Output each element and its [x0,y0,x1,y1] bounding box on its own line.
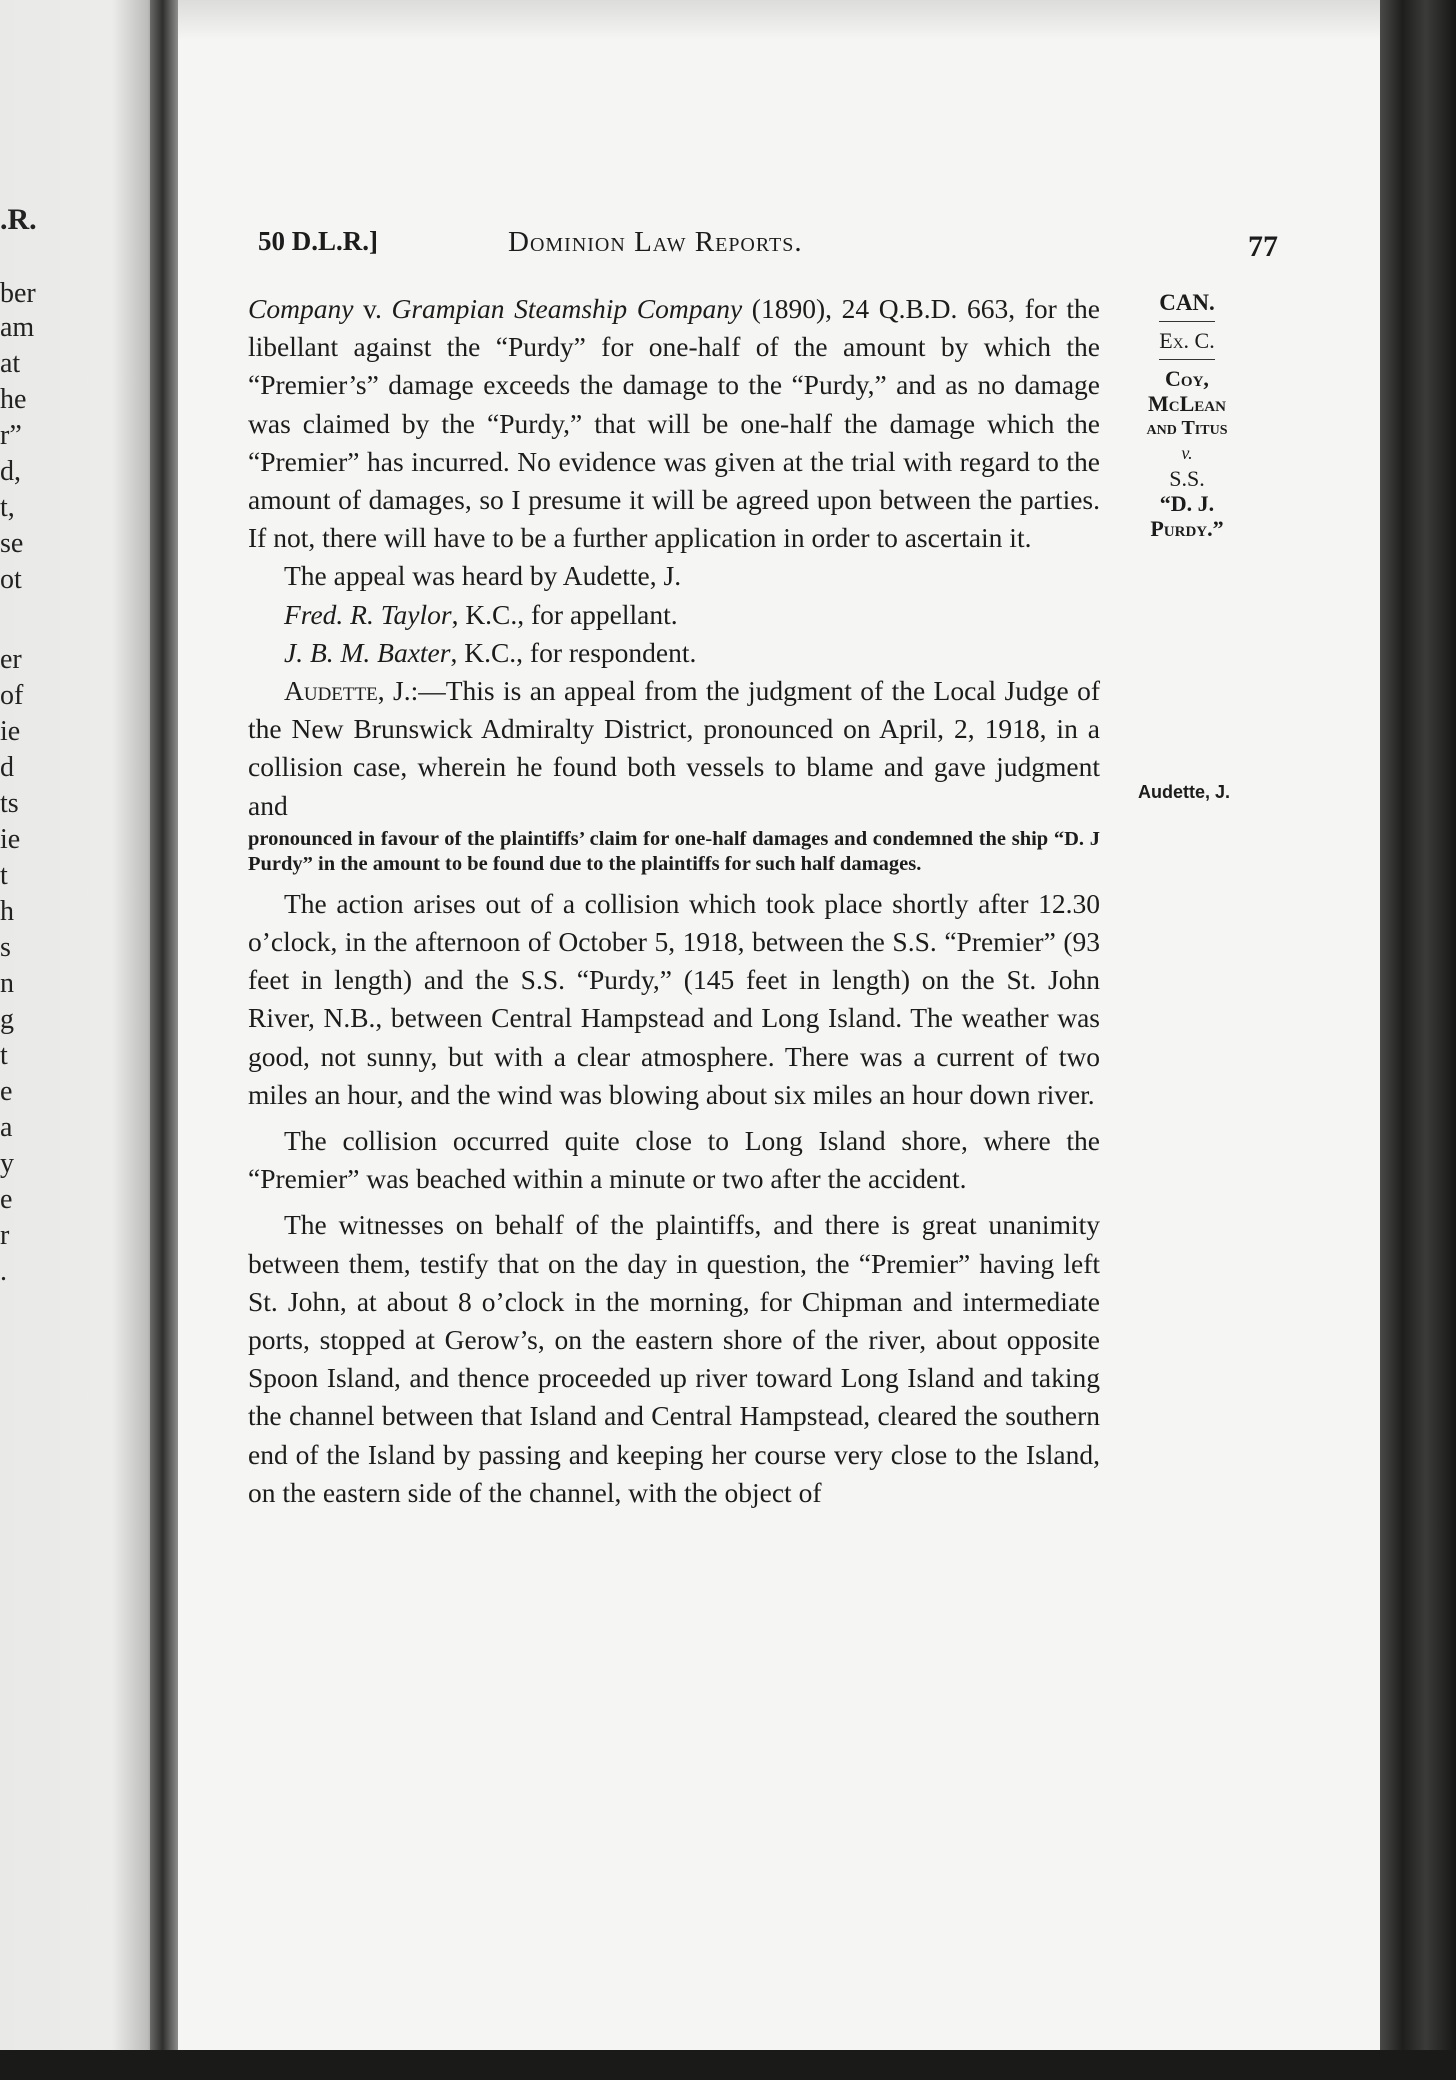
left-facing-page [0,0,160,2080]
left-page-fragment: ber [0,278,36,309]
margin-notes [1112,290,1262,541]
body-text [248,290,1100,1512]
inserted-note: pronounced in favour of the plaintiffs’ claim for one-half damages and condemned the ship “D. J Purdy” in the amount to be found due to the plaintiffs for such half damages. [248,827,1100,875]
left-page-fragment: t [0,860,8,891]
judge-name: Audette [284,675,378,707]
case-party: McLean [1148,391,1226,416]
counsel-name: Fred. R. Taylor [284,598,452,630]
publication-title: Dominion Law Reports. [508,226,803,258]
left-page-fragment: ie [0,716,21,747]
left-page-fragment: am [0,312,35,343]
case-party: Coy, [1165,366,1209,391]
left-page-fragment: g [0,1004,14,1035]
left-page-fragment: t, [0,492,15,523]
left-page-fragment: ie [0,824,21,855]
left-page-fragment: er [0,644,22,675]
volume-reference: 50 D.L.R.] [258,226,378,256]
left-page-fragment: d, [0,456,21,487]
court-label: CAN. [1159,290,1215,315]
case-party: “D. J. [1159,491,1215,516]
division-label: Ex. C. [1159,328,1215,353]
paragraph: The action arises out of a collision which took place shortly after 12.30 o’clock, in the afternoon of October 5, 1918, between the S.S. “Premier” (93 feet in length) and the S.S. “Purdy,” (145 feet in length) on the St. John River, N.B., between Central Hampstead and Long Island. The weather was good, not sunny, but with a clear atmosphere. There was a current of two miles an hour, and the wind was blowing about six miles an hour down river. [248,887,1100,1110]
left-page-fragment: d [0,752,14,783]
left-page-fragment: of [0,680,24,711]
case-party: and Titus [1146,417,1228,439]
case-versus: v. [1181,443,1193,463]
left-page-fragment: y [0,1148,14,1179]
case-party: S.S. [1169,466,1205,491]
case-name: Company [248,293,354,324]
book-gutter [150,0,178,2080]
paragraph: The witnesses on behalf of the plaintiffs, and there is great unanimity between them, testify that on the day in question, the “Premier” having left St. John, at about 8 o’clock in the morning, for Chipman and intermediate ports, stopped at Gerow’s, on the eastern shore of the river, about opposite Spoon Island, and thence proceeded up river toward Long Island and taking the channel between that Island and Central Hampstead, cleared the southern end of the Island by passing and keeping her course very close to the Island, on the eastern side of the channel, with the object of [248,1209,1100,1508]
paragraph: Audette, J.:—This is an appeal from the judgment of the Local Judge of the New Brunswick Admiralty District, pronounced on April, 2, 1918, in a collision case, wherein he found both vessels to blame and gave judgment and [248,675,1100,821]
bottom-edge [0,2050,1456,2080]
paragraph: The collision occurred quite close to Long Island shore, where the “Premier” was beached within a minute or two after the accident. [248,1125,1100,1195]
case-party: Purdy.” [1150,516,1224,541]
left-page-fragment: . [0,1256,7,1287]
left-page-header: .R. [0,203,37,236]
left-page-fragment: r [0,1220,10,1251]
left-page-fragment: se [0,528,24,559]
running-header [258,222,1278,262]
paragraph: The appeal was heard by Audette, J. [284,560,682,592]
left-page-fragment: e [0,1184,13,1215]
page-top-shadow [178,0,1380,40]
left-page-fragment: e [0,1076,13,1107]
left-page-fragment: r” [0,420,22,451]
page-number: 77 [1248,230,1278,263]
paragraph: Fred. R. Taylor, K.C., for appellant. [284,598,678,630]
left-page-fragment: a [0,1112,13,1143]
paragraph: Company v. Grampian Steamship Company (1890), 24 Q.B.D. 663, for the libellant against the “Purdy” for one-half of the amount by which the “Premier’s” damage exceeds the damage to the “Purdy,” and as no damage was claimed by the “Purdy,” that will be one-half the damage which the “Premier” has incurred. No evidence was given at the trial with regard to the amount of damages, so I presume it will be agreed upon between the parties. If not, there will have to be a further application in order to ascertain it. [248,293,1100,554]
left-page-fragment: t [0,1040,8,1071]
left-page-fragment: ot [0,564,22,595]
left-page-fragment: n [0,968,14,999]
counsel-name: J. B. M. Baxter [284,636,451,668]
left-page-fragment: h [0,896,14,927]
left-page-fragment: ts [0,788,19,819]
paragraph: J. B. M. Baxter, K.C., for respondent. [284,636,697,668]
judge-margin-note: Audette, J. [1138,782,1231,802]
left-page-fragment: s [0,932,11,963]
right-page-edge [1380,0,1456,2080]
margin-rule [1159,359,1215,360]
margin-rule [1159,321,1215,322]
left-page-fragment: he [0,384,27,415]
left-page-fragment: at [0,348,21,379]
case-name: Grampian Steamship Company [391,293,743,324]
